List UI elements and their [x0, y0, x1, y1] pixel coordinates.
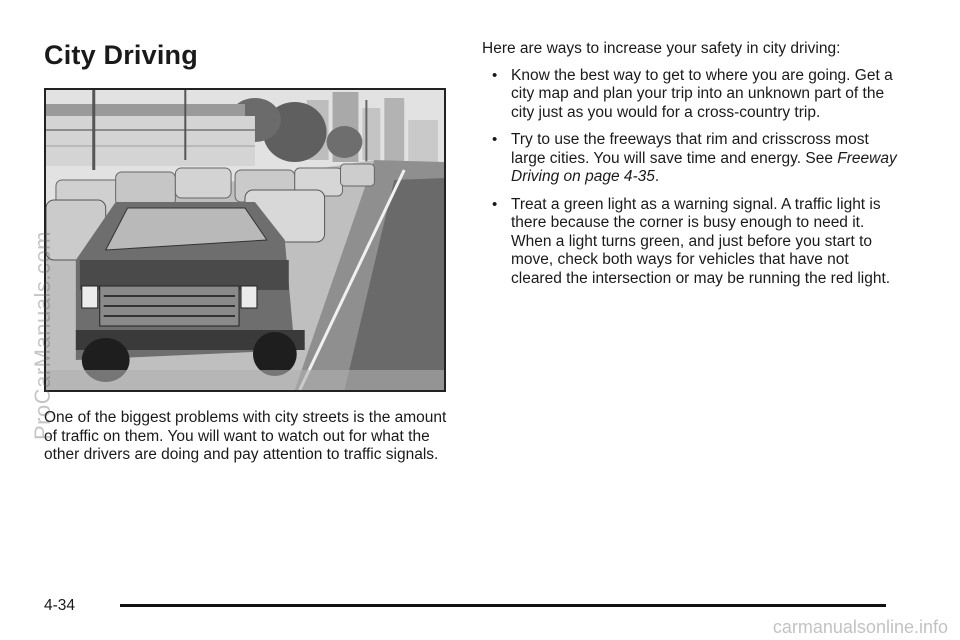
page-title: City Driving	[44, 40, 198, 70]
intro-paragraph: One of the biggest problems with city streets is the amount of traffic on them. You will want to watch out for what the other drivers are doing and pay attention to traffic signals.	[44, 409, 447, 463]
list-item	[482, 67, 902, 123]
cross-reference-link[interactable]: Freeway Driving on page 4-35	[511, 149, 897, 185]
tip-text: Try to use the freeways that rim and crisscross most large cities. You will save time and energy. See	[511, 131, 869, 167]
bullet-icon: •	[492, 131, 498, 148]
tip-text: Know the best way to get to where you are going. Get a city map and plan your trip into an unknown part of the city just as you would for a cross-country trip.	[511, 66, 893, 121]
list-item	[482, 131, 902, 187]
tips-intro: Here are ways to increase your safety in city driving:	[482, 40, 841, 57]
traffic-drawing	[46, 90, 444, 390]
watermark-vertical: ProCarManuals.com	[30, 230, 55, 440]
tip-text: Treat a green light as a warning signal. A traffic light is there because the corner is busy enough to need it. When a light turns green, and just before you start to move, check both ways for vehicles that have not cleared the intersection or may be running the red light.	[511, 195, 891, 287]
tips-column	[482, 40, 902, 297]
bullet-icon: •	[492, 66, 498, 84]
tips-list	[482, 67, 902, 289]
traffic-illustration	[44, 88, 446, 392]
watermark-bottom: carmanualsonline.info	[772, 617, 948, 637]
list-item	[482, 196, 902, 289]
tip-text-end: .	[654, 168, 660, 185]
footer-rule	[120, 604, 886, 607]
page-number: 4-34	[44, 597, 76, 614]
bullet-icon: •	[492, 195, 498, 213]
